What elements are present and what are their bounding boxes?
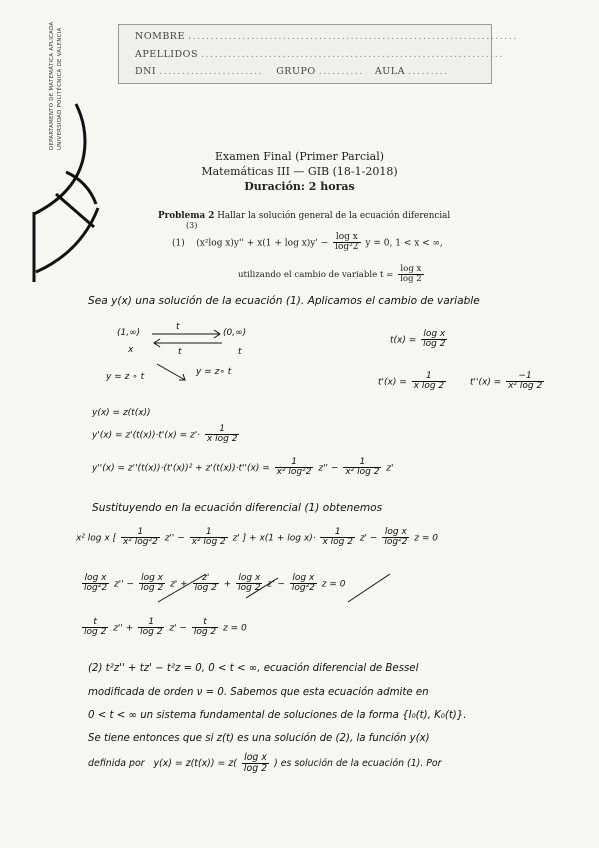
- dni-field[interactable]: .......................: [159, 66, 264, 77]
- equation-number: (1): [172, 238, 185, 249]
- change-of-variable: utilizando el cambio de variable t = $\frac{\text{log x}}{\log 2}$: [238, 264, 422, 285]
- grupo-field[interactable]: ..........: [318, 66, 364, 77]
- substituted-equation: x² log x [ $\frac{1}{\text{x² log²2}}$ z'' − $\frac{1}{\text{x² log 2}}$ z' ] + x(1 + log x)· $\frac{1}{\text{x log 2}}$ z' − $\frac{\text{log x}}{\text{log²2}}$ z = 0: [76, 527, 438, 548]
- paragraph-line-5: definida por y(x) = z(t(x)) = z( $\frac{\text{log x}}{\log 2}$ ) es solución de la ecuación (1). Por: [88, 752, 442, 774]
- exam-duration: Duración: 2 horas: [244, 180, 355, 193]
- map-x-arrow: t: [176, 322, 180, 332]
- apellidos-label: APELLIDOS: [135, 49, 198, 60]
- change-fraction: $\frac{\text{log x}}{\log 2}$: [400, 264, 422, 285]
- problem-label: Problema 2: [158, 211, 215, 221]
- problem-statement: [158, 211, 450, 221]
- grupo-label: GRUPO: [276, 66, 316, 77]
- apellidos-field[interactable]: ...................................................................: [201, 49, 504, 60]
- equation-left: (x²log x)y'' + x(1 + log x)y' −: [196, 238, 329, 249]
- exam-title: Examen Final (Primer Parcial): [214, 150, 385, 163]
- t-double-prime: t''(x) = $\frac{-1}{\text{x² log 2}}$: [470, 371, 543, 392]
- map-t-right: t: [238, 347, 242, 357]
- map-diag: y = z∘ t: [196, 367, 232, 377]
- cancel-strokes: [150, 568, 410, 608]
- t-prime: t'(x) = $\frac{1}{\text{x log 2}}$: [378, 371, 445, 392]
- map-bottom: y = z ∘ t: [106, 372, 145, 382]
- map-domain: (1,∞): [117, 328, 141, 338]
- mapping-arrows: [150, 326, 230, 350]
- exam-subject: Matemáticas III — GIB (18-1-2018): [201, 165, 398, 178]
- map-t: t: [178, 347, 182, 357]
- dni-label: DNI: [135, 66, 157, 77]
- paragraph-line-3: 0 < t < ∞ un sistema fundamental de soluciones de la forma {I₀(t), K₀(t)}.: [88, 710, 467, 721]
- aula-label: AULA: [374, 66, 405, 77]
- student-info-box: [118, 24, 518, 84]
- problem-points: (3): [186, 221, 198, 230]
- problem-equation: [172, 233, 443, 253]
- simplified-equation-2: $\frac{t}{\log 2}$ z'' + $\frac{1}{\log 2}$ z' − $\frac{t}{\log 2}$ z = 0: [84, 617, 247, 638]
- substitution-text: Sustituyendo en la ecuación diferencial (1) obtenemos: [92, 502, 383, 514]
- t-definition: t(x) = $\frac{\text{log x}}{\log 2}$: [390, 329, 446, 350]
- paragraph-line-1: (2) t²z'' + tz' − t²z = 0, 0 < t < ∞, ecuación diferencial de Bessel: [88, 663, 419, 674]
- map-x: x: [128, 345, 134, 355]
- institution-line-1: DEPARTAMENTO DE MATEMÁTICA APLICADA: [49, 21, 55, 150]
- y-double-prime: y''(x) = z''(t(x))·(t'(x))² + z'(t(x))·t''(x) = $\frac{1}{\text{x² log²2}}$ z'' − $\frac{1}{\text{x² log 2}}$ z': [92, 457, 394, 478]
- paragraph-line-4: Se tiene entonces que si z(t) es una solución de (2), la función y(x): [88, 733, 430, 744]
- equation-fraction: $\frac{\text{log x}}{\text{log²2}}$: [335, 232, 359, 253]
- y-prime: y'(x) = z'(t(x))·t'(x) = z'· $\frac{1}{\text{x log 2}}$: [92, 424, 238, 445]
- equation-tail: y = 0, 1 < x < ∞,: [365, 238, 443, 249]
- aula-field[interactable]: .........: [408, 66, 449, 77]
- nombre-field[interactable]: .........................................................................: [187, 31, 518, 42]
- simplified-equation-1: $\frac{\text{log x}}{\text{log²2}}$ z'' − $\frac{\text{log x}}{\log 2}$ z' + $\frac{z'}{\log 2}$ + $\frac{\text{log x}}{\log 2}$ z' − $\frac{\text{log x}}{\text{log²2}}$ z = 0: [84, 573, 346, 594]
- map-codomain: (0,∞): [223, 328, 247, 338]
- nombre-label: NOMBRE: [135, 31, 185, 42]
- institution-line-2: UNIVERSIDAD POLITÉCNICA DE VALENCIA: [57, 27, 63, 150]
- solution-intro: Sea y(x) una solución de la ecuación (1). Aplicamos el cambio de variable: [88, 295, 480, 307]
- mapping-diagonal: [155, 360, 191, 384]
- y-equation: y(x) = z(t(x)): [92, 408, 151, 418]
- paragraph-line-2: modificada de orden ν = 0. Sabemos que esta ecuación admite en: [88, 687, 429, 698]
- problem-text: Hallar la solución general de la ecuación diferencial: [217, 211, 451, 221]
